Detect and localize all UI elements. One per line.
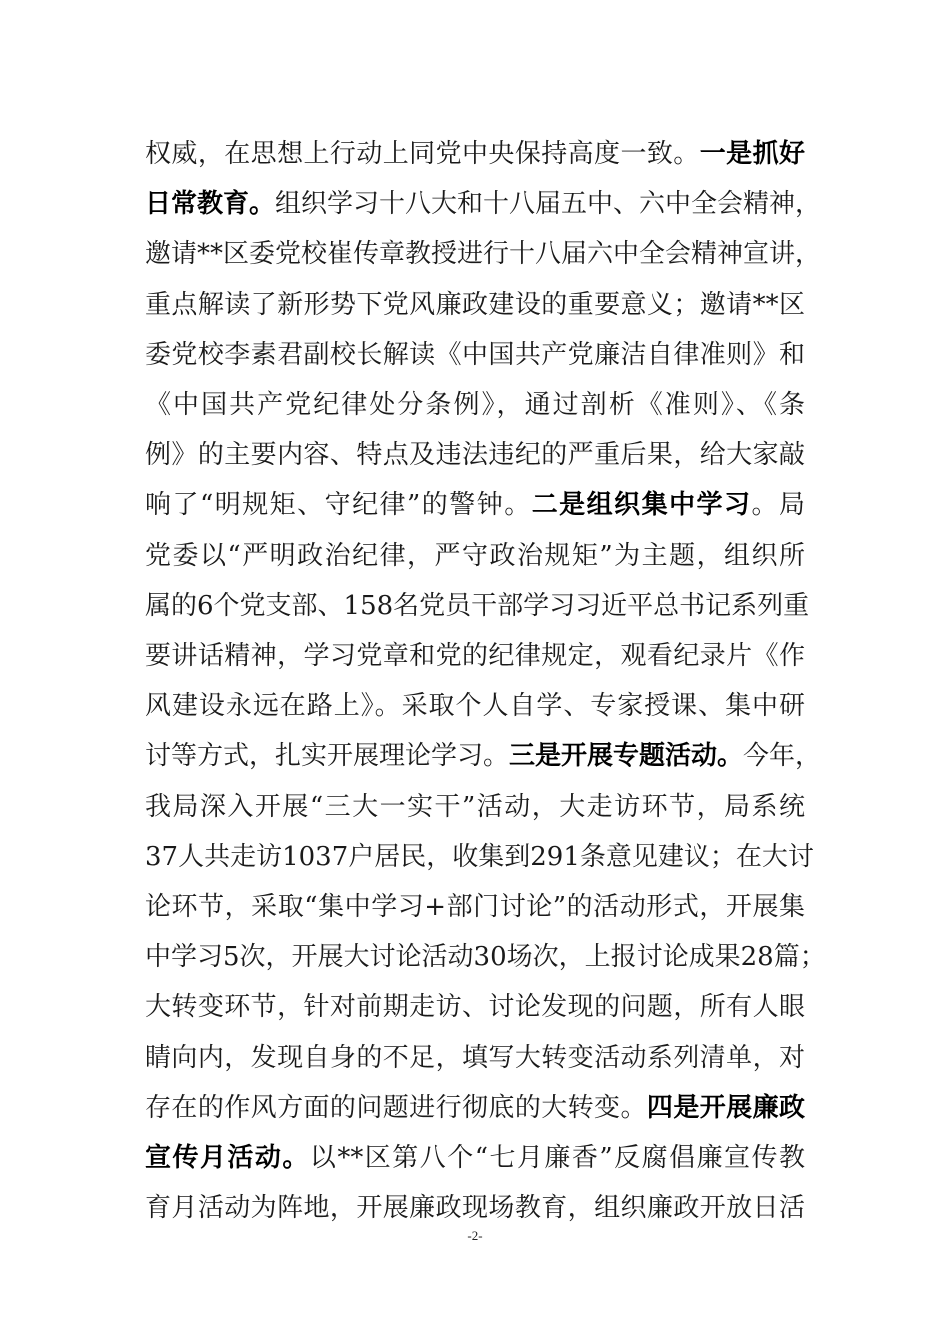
text-run: 以**区第八个“七月廉香”反腐倡廉宣传教 bbox=[309, 1143, 805, 1173]
text-line bbox=[145, 435, 805, 475]
text-run: 睛向内，发现自身的不足，填写大转变活动系列清单，对 bbox=[145, 1042, 805, 1073]
text-run: 存在的作风方面的问题进行彻底的大转变。 bbox=[145, 1092, 647, 1123]
text-run: 权威，在思想上行动上同党中央保持高度一致。 bbox=[145, 139, 700, 169]
text-line bbox=[145, 937, 826, 977]
text-line bbox=[145, 335, 805, 375]
text-run: 《中国共产党纪律处分条例》，通过剖析《准则》、《条 bbox=[145, 390, 805, 420]
text-run: 例》的主要内容、特点及违法违纪的严重后果，给大家敲 bbox=[145, 440, 805, 471]
text-line bbox=[145, 385, 805, 425]
text-line bbox=[145, 184, 822, 224]
text-run: 育月活动为阵地，开展廉政现场教育，组织廉政开放日活 bbox=[145, 1193, 805, 1224]
text-line bbox=[145, 485, 805, 525]
text-line bbox=[145, 636, 805, 676]
text-line bbox=[145, 134, 805, 174]
text-run: 党委以“严明政治纪律，严守政治规矩”为主题，组织所 bbox=[145, 540, 805, 571]
bold-heading-text: 日常教育。 bbox=[145, 189, 276, 220]
text-run: 属的6个党支部、158名党员干部学习习近平总书记系列重 bbox=[145, 590, 810, 621]
text-line bbox=[145, 736, 822, 776]
text-run: 委党校李素君副校长解读《中国共产党廉洁自律准则》和 bbox=[145, 339, 805, 370]
bold-heading-text: 三是开展专题活动。 bbox=[509, 741, 744, 772]
text-line bbox=[145, 1188, 805, 1228]
text-run: 中学习5次，开展大讨论活动30场次，上报讨论成果28篇； bbox=[145, 942, 826, 973]
text-run: 重点解读了新形势下党风廉政建设的重要意义；邀请**区 bbox=[145, 289, 805, 320]
text-run: 。局 bbox=[751, 490, 805, 521]
text-run: 组织学习十八大和十八届五中、六中全会精神， bbox=[275, 189, 822, 220]
bold-heading-text: 四是开展廉政 bbox=[646, 1092, 805, 1123]
bold-heading-text: 二是组织集中学习 bbox=[531, 490, 752, 521]
text-run: 我局深入开展“三大一实干”活动，大走访环节，局系统 bbox=[145, 791, 805, 822]
text-run: 讨等方式，扎实开展理论学习。 bbox=[145, 741, 510, 772]
text-run: 邀请**区委党校崔传章教授进行十八届六中全会精神宣讲， bbox=[145, 239, 822, 270]
text-line bbox=[145, 1088, 805, 1128]
text-line bbox=[145, 586, 810, 626]
text-run: 风建设永远在路上》。采取个人自学、专家授课、集中研 bbox=[145, 691, 805, 722]
page-number: -2- bbox=[467, 1228, 483, 1243]
text-run: 论环节，采取“集中学习+部门讨论”的活动形式，开展集 bbox=[145, 892, 805, 922]
text-line bbox=[145, 1138, 805, 1178]
text-line bbox=[145, 887, 805, 927]
text-line bbox=[145, 1038, 805, 1078]
text-line bbox=[145, 787, 805, 827]
text-run: 大转变环节，针对前期走访、讨论发现的问题，所有人眼 bbox=[145, 992, 805, 1023]
text-line bbox=[145, 987, 805, 1027]
text-run: 响了“明规矩、守纪律”的警钟。 bbox=[145, 490, 532, 521]
bold-heading-text: 一是抓好 bbox=[699, 139, 805, 169]
text-line bbox=[145, 285, 805, 325]
text-line bbox=[145, 837, 814, 877]
text-run: 要讲话精神，学习党章和党的纪律规定，观看纪录片《作 bbox=[145, 641, 805, 671]
bold-heading-text: 宣传月活动。 bbox=[145, 1143, 310, 1173]
text-run: 37人共走访1037户居民，收集到291条意见建议；在大讨 bbox=[145, 841, 814, 872]
text-line bbox=[145, 536, 805, 576]
text-line bbox=[145, 234, 822, 274]
text-run: 今年， bbox=[743, 741, 822, 772]
text-line bbox=[145, 686, 805, 726]
